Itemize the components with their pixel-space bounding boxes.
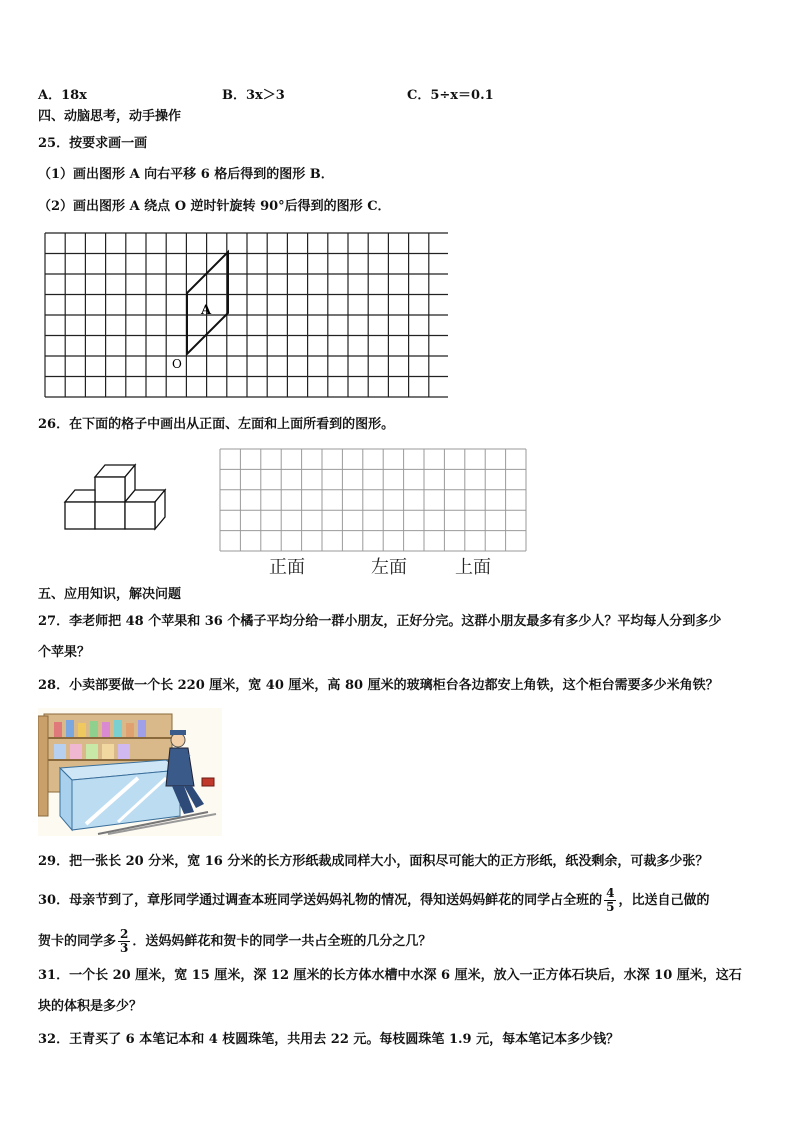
fraction-denominator: 5: [606, 900, 615, 914]
q30-part4: ．送妈妈鲜花和贺卡的同学一共占全班的几分之几？: [132, 934, 432, 949]
section-4-title: 四、动脑思考，动手操作: [38, 109, 182, 124]
view-label-left: 左面: [371, 557, 407, 578]
q30-line1: [38, 887, 709, 914]
q26-answer-grid: [219, 448, 527, 552]
q28-illustration: [38, 708, 222, 836]
q31-line2: 块的体积是多少？: [38, 999, 143, 1014]
q27-line2: 个苹果？: [38, 645, 91, 660]
q25-sub1: （1）画出图形 A 向右平移 6 格后得到的图形 B．: [38, 167, 334, 182]
q30-part2: ，比送自己做的: [618, 893, 710, 908]
fraction-four-fifths: [604, 887, 616, 914]
fraction-two-thirds: [118, 928, 130, 955]
fraction-denominator: 3: [120, 941, 129, 955]
fraction-numerator: 4: [606, 886, 615, 900]
shape-a-label: A: [201, 303, 212, 318]
q31-line1: 31．一个长 20 厘米，宽 15 厘米，深 12 厘米的长方体水槽中水深 6 厘米，放入一正方体石块后，水深 10 厘米，这石: [38, 968, 742, 983]
q28-text: 28．小卖部要做一个长 220 厘米，宽 40 厘米，高 80 厘米的玻璃柜台各边都安上角铁，这个柜台需要多少米角铁？: [38, 678, 719, 693]
q27-line1: 27．李老师把 48 个苹果和 36 个橘子平均分给一群小朋友，正好分完。这群小朋友最多有多少人？平均每人分到多少: [38, 614, 722, 629]
option-a: A．18x: [38, 88, 87, 103]
fraction-numerator: 2: [120, 927, 129, 941]
q25-sub2: （2）画出图形 A 绕点 O 逆时针旋转 90°后得到的图形 C．: [38, 199, 391, 214]
q30-part1: 30．母亲节到了，章彤同学通过调查本班同学送妈妈礼物的情况，得知送妈妈鲜花的同学占全班的: [38, 893, 603, 908]
view-label-top: 上面: [455, 557, 491, 578]
view-label-front: 正面: [269, 557, 305, 578]
q25-title: 25．按要求画一画: [38, 136, 148, 151]
point-o-label: O: [172, 357, 182, 371]
option-c: C．5÷x＝0.1: [407, 88, 494, 103]
q25-grid: [44, 232, 448, 400]
option-b: B．3x＞3: [222, 88, 285, 103]
q32-text: 32．王青买了 6 本笔记本和 4 枝圆珠笔，共用去 22 元。每枝圆珠笔 1.9 元，每本笔记本多少钱？: [38, 1032, 620, 1047]
q29-text: 29．把一张长 20 分米，宽 16 分米的长方形纸裁成同样大小，面积尽可能大的正方形纸，纸没剩余，可裁多少张？: [38, 854, 709, 869]
q26-cube-figure: [60, 460, 170, 535]
q30-line2: [38, 928, 431, 955]
q26-title: 26．在下面的格子中画出从正面、左面和上面所看到的图形。: [38, 417, 395, 432]
q30-part3: 贺卡的同学多: [38, 934, 117, 949]
section-5-title: 五、应用知识，解决问题: [38, 587, 182, 602]
